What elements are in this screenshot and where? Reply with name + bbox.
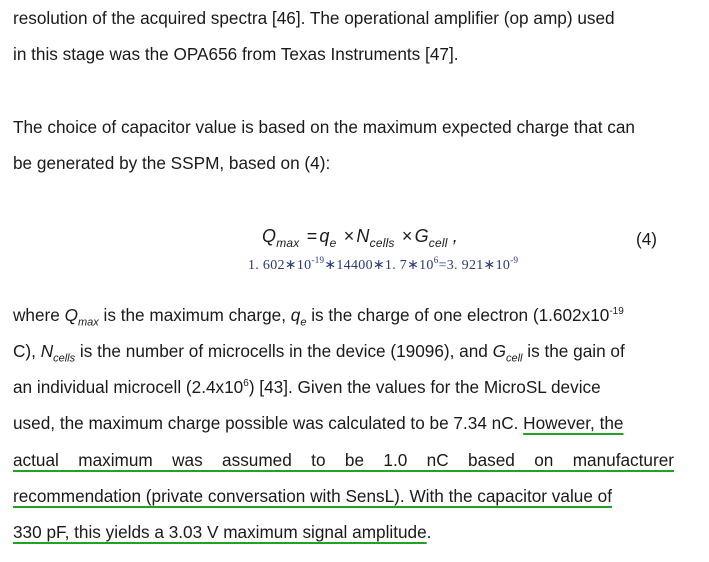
grammar-flagged-text: However, the: [523, 413, 624, 433]
var-subscript: cell: [506, 352, 523, 365]
grammar-flagged-text: recommendation (private conversation with SensL). With the capacitor value of: [13, 486, 612, 506]
text-line: [13, 449, 674, 471]
text-line: The choice of capacitor value is based on the maximum expected charge that can: [13, 117, 635, 137]
text-run: .: [426, 522, 432, 542]
text-line: be generated by the SSPM, based on (4):: [13, 153, 331, 173]
calc-exponent: -19: [311, 255, 325, 265]
var-subscript: cells: [53, 352, 76, 365]
eq-subscript: cell: [428, 236, 448, 250]
equation-calculation: [248, 257, 518, 274]
calc-exponent: 6: [433, 255, 439, 265]
var-n: N: [40, 341, 54, 361]
text-run: an individual microcell (2.4x10: [13, 377, 244, 397]
calc-part: ∗14400∗1. 7∗10: [324, 258, 434, 273]
equation-number: (4): [636, 229, 658, 249]
var-subscript: max: [77, 316, 99, 329]
text-run: is the number of microcells in the device (19096), and: [75, 341, 493, 361]
text-line: [13, 376, 601, 398]
var-q: q: [290, 305, 301, 325]
eq-operator: ×: [343, 226, 355, 246]
calc-exponent: -9: [510, 255, 519, 265]
var-g: G: [492, 341, 506, 361]
text-run: C),: [13, 341, 41, 361]
text-run: where: [13, 305, 65, 325]
eq-symbol: Q: [262, 226, 277, 246]
text-run: is the charge of one electron (1.602x10: [306, 305, 610, 325]
var-subscript: e: [300, 316, 307, 329]
calc-part: =3. 921∗10: [438, 258, 511, 273]
exponent: -19: [609, 306, 624, 317]
calc-part: 1. 602∗10: [248, 258, 312, 273]
text-line: [13, 485, 612, 507]
text-run: ) [43]. Given the values for the MicroSL device: [248, 377, 601, 397]
eq-operator: ×: [401, 226, 413, 246]
text-line: in this stage was the OPA656 from Texas Instruments [47].: [13, 44, 459, 64]
text-line: [13, 304, 624, 333]
var-q: Q: [64, 305, 78, 325]
exponent: 6: [243, 378, 249, 389]
eq-subscript: cells: [369, 236, 395, 250]
eq-comma: ,: [447, 226, 458, 246]
text-run: used, the maximum charge possible was calculated to be 7.34 nC.: [13, 413, 524, 433]
text-line: [13, 412, 624, 434]
eq-subscript: e: [329, 236, 337, 250]
text-line: [13, 340, 625, 369]
grammar-flagged-text: actual maximum was assumed to be 1.0 nC based on manufacturer: [13, 450, 674, 470]
eq-operator: =: [306, 226, 318, 246]
text-line: resolution of the acquired spectra [46]. The operational amplifier (op amp) used: [13, 8, 615, 28]
grammar-flagged-text: 330 pF, this yields a 3.03 V maximum signal amplitude: [13, 522, 427, 542]
eq-subscript: max: [276, 236, 300, 250]
text-run: is the gain of: [522, 341, 625, 361]
text-line: [13, 521, 431, 543]
eq-symbol: N: [356, 226, 370, 246]
text-run: is the maximum charge,: [98, 305, 291, 325]
equation-4: [262, 226, 458, 250]
eq-symbol: q: [319, 226, 330, 246]
eq-symbol: G: [414, 226, 429, 246]
